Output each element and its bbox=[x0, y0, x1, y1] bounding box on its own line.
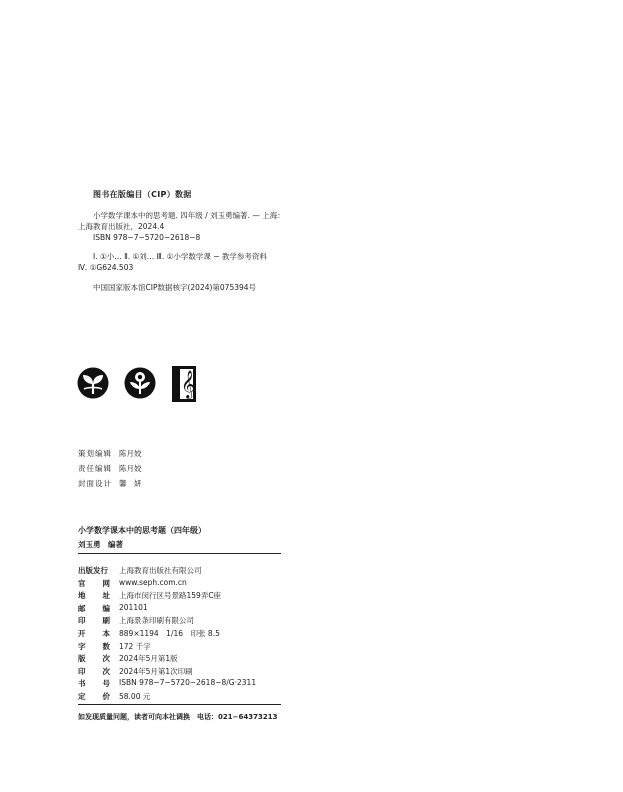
cip-class-line: Ⅳ. ①G624.503 bbox=[78, 263, 134, 272]
publication-label: 出版发行 bbox=[78, 566, 108, 575]
flower-logo bbox=[124, 367, 156, 403]
publication-label-char: 印 bbox=[78, 616, 86, 626]
publication-label bbox=[78, 666, 110, 677]
publication-label-char: 定 bbox=[78, 692, 86, 701]
book-title: 小学数学课本中的思考题（四年级） bbox=[78, 526, 206, 535]
publication-value: 2024年5月第1次印刷 bbox=[119, 666, 193, 676]
publication-value: 2024年5月第1版 bbox=[119, 654, 178, 664]
staff-label-responsible-editor: 责任编辑 bbox=[78, 464, 112, 473]
staff-label-planning-editor: 策划编辑 bbox=[78, 449, 112, 458]
publication-value: 172 千字 bbox=[119, 641, 151, 651]
publication-label-char: 书 bbox=[78, 679, 86, 689]
publication-label bbox=[78, 615, 110, 626]
publication-value: 201101 bbox=[119, 602, 148, 612]
publication-value: 上海景条印刷有限公司 bbox=[119, 616, 194, 626]
publication-value: 58.00 元 bbox=[119, 692, 151, 701]
publication-label-char: 版 bbox=[78, 654, 86, 664]
publication-label bbox=[78, 590, 110, 601]
cip-isbn-line: ISBN 978−7−5720−2618−8 bbox=[93, 233, 201, 242]
publication-label-char: 次 bbox=[102, 666, 110, 676]
publication-label-char: 址 bbox=[102, 591, 110, 601]
staff-name-cover-design: 馨 妍 bbox=[119, 479, 142, 488]
publication-value: www.seph.com.cn bbox=[119, 577, 187, 587]
divider-top bbox=[78, 553, 281, 554]
publication-value: 上海教育出版社有限公司 bbox=[119, 566, 202, 575]
publication-label-char: 字 bbox=[78, 641, 86, 651]
quality-contact-note: 如发现质量问题，读者可向本社调换 电话：021−64373213 bbox=[78, 713, 278, 721]
publication-label-char: 数 bbox=[102, 641, 110, 651]
cip-title-line: 小学数学课本中的思考题. 四年级 / 刘玉勇编著. — 上海： bbox=[93, 211, 285, 220]
staff-name-planning-editor: 陈月姣 bbox=[119, 449, 142, 458]
cip-publisher-line: 上海教育出版社，2024.4 bbox=[78, 222, 165, 231]
publication-label-char: 本 bbox=[102, 629, 110, 638]
publication-label-char: 印 bbox=[78, 666, 86, 676]
cip-heading: 图书在版编目（CIP）数据 bbox=[93, 190, 192, 199]
publication-value: 上海市闵行区号景路159弄C座 bbox=[119, 591, 222, 601]
publication-label bbox=[78, 578, 110, 589]
cip-record-line: 中国国家版本馆CIP数据核字(2024)第075394号 bbox=[93, 283, 257, 292]
staff-name-responsible-editor: 陈月姣 bbox=[119, 464, 142, 473]
publication-label bbox=[78, 641, 110, 652]
publication-label-char: 次 bbox=[102, 654, 110, 664]
publication-label bbox=[78, 678, 110, 689]
publication-value: ISBN 978−7−5720−2618−8/G·2311 bbox=[119, 678, 257, 688]
staff-label-cover-design: 封面设计 bbox=[78, 479, 112, 488]
publication-label-char: 地 bbox=[78, 591, 86, 601]
publication-label-char: 官 bbox=[78, 578, 86, 588]
publication-label-char: 编 bbox=[102, 603, 110, 613]
publication-label-char: 刷 bbox=[102, 616, 110, 626]
cip-subject-line: Ⅰ. ①小… Ⅱ. ①刘… Ⅲ. ①小学数学课 − 教学参考资料 bbox=[93, 252, 267, 261]
publication-label-char: 邮 bbox=[78, 603, 86, 613]
publication-label bbox=[78, 691, 110, 702]
publication-label-char: 开 bbox=[78, 629, 86, 638]
publication-value: 889×1194 1/16 印张 8.5 bbox=[119, 629, 220, 638]
publication-label bbox=[78, 603, 110, 614]
divider-bottom bbox=[78, 704, 281, 705]
publication-label bbox=[78, 628, 110, 639]
publication-label bbox=[78, 653, 110, 664]
publication-label-char: 网 bbox=[102, 578, 110, 588]
publication-label-char: 价 bbox=[102, 692, 110, 701]
seedling-logo bbox=[77, 367, 109, 403]
book-author: 刘玉勇 编著 bbox=[78, 540, 123, 549]
treble-clef-logo bbox=[172, 366, 196, 406]
publication-label-char: 号 bbox=[102, 679, 110, 689]
svg-text:𝄞: 𝄞 bbox=[181, 370, 196, 398]
